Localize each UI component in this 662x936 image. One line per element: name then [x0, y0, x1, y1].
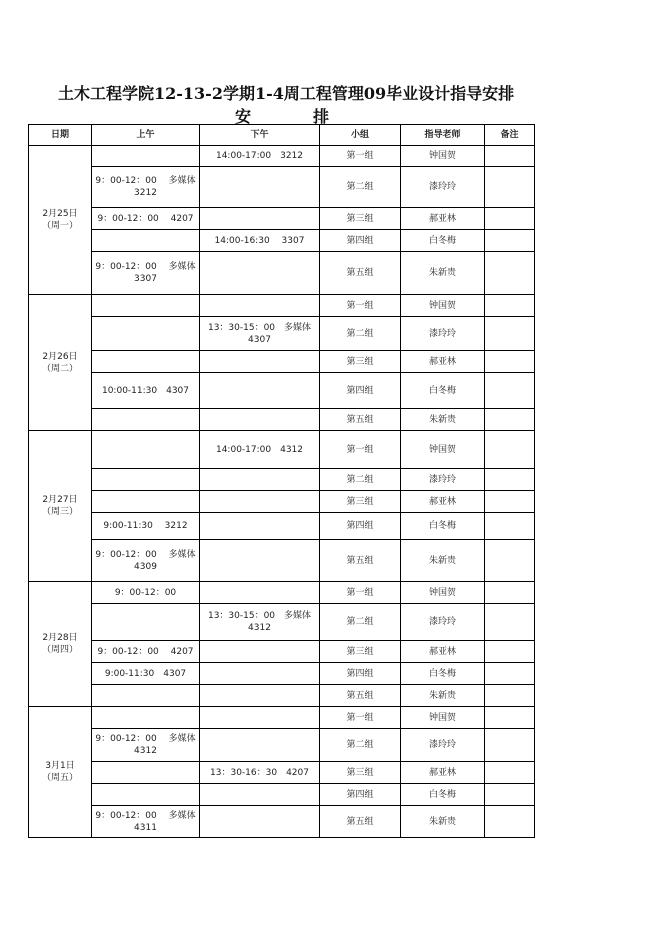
am-cell [92, 762, 200, 784]
am-cell: 9:00-11:30 4307 [92, 663, 200, 685]
group-cell: 第四组 [320, 784, 401, 806]
table-row [29, 641, 535, 663]
group-cell: 第二组 [320, 167, 401, 208]
table-row [29, 208, 535, 230]
table-row [29, 604, 535, 641]
teacher-cell: 朱新贵 [401, 806, 485, 838]
am-cell: 9：00-12：00 多媒体3307 [92, 252, 200, 295]
date-cell [29, 582, 92, 707]
teacher-cell: 郝亚林 [401, 351, 485, 373]
pm-cell [200, 295, 320, 317]
table-row [29, 540, 535, 582]
table-row [29, 167, 535, 208]
group-cell: 第五组 [320, 806, 401, 838]
am-cell [92, 469, 200, 491]
pm-cell [200, 373, 320, 409]
group-cell: 第二组 [320, 729, 401, 762]
table-row [29, 762, 535, 784]
teacher-cell: 朱新贵 [401, 252, 485, 295]
group-cell: 第一组 [320, 582, 401, 604]
table-row [29, 230, 535, 252]
teacher-cell: 钟国贺 [401, 707, 485, 729]
pm-cell [200, 167, 320, 208]
note-cell [485, 685, 535, 707]
am-cell [92, 431, 200, 469]
note-cell [485, 351, 535, 373]
teacher-cell: 朱新贵 [401, 409, 485, 431]
note-cell [485, 146, 535, 167]
pm-cell: 13：30-15：00 多媒体4307 [200, 317, 320, 351]
date-label: 3月1日 [45, 761, 75, 771]
note-cell [485, 409, 535, 431]
group-cell: 第二组 [320, 317, 401, 351]
pm-cell: 14:00-17:00 4312 [200, 431, 320, 469]
pm-cell [200, 641, 320, 663]
note-cell [485, 663, 535, 685]
table-row [29, 685, 535, 707]
group-cell: 第二组 [320, 604, 401, 641]
pm-cell: 14:00-17:00 3212 [200, 146, 320, 167]
group-cell: 第五组 [320, 540, 401, 582]
table-row [29, 252, 535, 295]
pm-cell: 14:00-16:30 3307 [200, 230, 320, 252]
am-cell [92, 685, 200, 707]
am-cell: 9:00-11:30 3212 [92, 513, 200, 540]
pm-cell [200, 540, 320, 582]
teacher-cell: 郝亚林 [401, 641, 485, 663]
am-cell [92, 317, 200, 351]
date-label: 2月28日 [42, 633, 78, 643]
group-cell: 第四组 [320, 373, 401, 409]
am-cell [92, 491, 200, 513]
note-cell [485, 513, 535, 540]
date-label: 2月26日 [42, 351, 78, 362]
header-teacher: 指导老师 [401, 125, 485, 146]
pm-cell: 13：30-15：00 多媒体4312 [200, 604, 320, 641]
header-date: 日期 [29, 125, 92, 146]
date-cell [29, 295, 92, 431]
teacher-cell: 白冬梅 [401, 663, 485, 685]
teacher-cell: 郝亚林 [401, 491, 485, 513]
table-row [29, 806, 535, 838]
teacher-cell: 白冬梅 [401, 373, 485, 409]
pm-cell [200, 252, 320, 295]
teacher-cell: 郝亚林 [401, 762, 485, 784]
note-cell [485, 431, 535, 469]
teacher-cell: 漆玲玲 [401, 317, 485, 351]
title-char-1: 安 [235, 107, 252, 126]
am-cell [92, 707, 200, 729]
am-cell [92, 295, 200, 317]
am-cell [92, 146, 200, 167]
pm-cell [200, 208, 320, 230]
group-cell: 第五组 [320, 409, 401, 431]
table-row [29, 431, 535, 469]
date-cell [29, 146, 92, 295]
teacher-cell: 漆玲玲 [401, 469, 485, 491]
weekday-label: （周二） [41, 363, 78, 374]
weekday-label: （周一） [41, 221, 78, 231]
pm-cell [200, 513, 320, 540]
table-row [29, 409, 535, 431]
table-row [29, 513, 535, 540]
note-cell [485, 784, 535, 806]
table-row [29, 146, 535, 167]
note-cell [485, 604, 535, 641]
header-am: 上午 [92, 125, 200, 146]
pm-cell [200, 351, 320, 373]
group-cell: 第五组 [320, 685, 401, 707]
group-cell: 第三组 [320, 208, 401, 230]
date-cell [29, 707, 92, 838]
teacher-cell: 钟国贺 [401, 582, 485, 604]
teacher-cell: 郝亚林 [401, 208, 485, 230]
table-row [29, 469, 535, 491]
am-cell [92, 351, 200, 373]
teacher-cell: 钟国贺 [401, 146, 485, 167]
pm-cell: 13：30-16：30 4207 [200, 762, 320, 784]
header-pm: 下午 [200, 125, 320, 146]
teacher-cell: 白冬梅 [401, 230, 485, 252]
pm-cell [200, 707, 320, 729]
am-cell: 9：00-12：00 4207 [92, 641, 200, 663]
group-cell: 第三组 [320, 641, 401, 663]
title-char-2: 排 [313, 107, 330, 126]
table-row [29, 582, 535, 604]
weekday-label: （周五） [41, 773, 78, 783]
note-cell [485, 167, 535, 208]
note-cell [485, 469, 535, 491]
group-cell: 第三组 [320, 351, 401, 373]
teacher-cell: 白冬梅 [401, 784, 485, 806]
pm-cell [200, 409, 320, 431]
note-cell [485, 295, 535, 317]
group-cell: 第四组 [320, 513, 401, 540]
table-row [29, 373, 535, 409]
header-row [29, 125, 535, 146]
date-cell [29, 431, 92, 582]
group-cell: 第一组 [320, 295, 401, 317]
group-cell: 第三组 [320, 762, 401, 784]
am-cell: 9：00-12：00 多媒体4311 [92, 806, 200, 838]
teacher-cell: 漆玲玲 [401, 729, 485, 762]
am-cell: 10:00-11:30 4307 [92, 373, 200, 409]
teacher-cell: 钟国贺 [401, 431, 485, 469]
teacher-cell: 钟国贺 [401, 295, 485, 317]
table-row [29, 491, 535, 513]
note-cell [485, 540, 535, 582]
group-cell: 第一组 [320, 431, 401, 469]
schedule-table [28, 124, 535, 838]
group-cell: 第四组 [320, 230, 401, 252]
group-cell: 第四组 [320, 663, 401, 685]
note-cell [485, 729, 535, 762]
note-cell [485, 806, 535, 838]
pm-cell [200, 469, 320, 491]
note-cell [485, 491, 535, 513]
pm-cell [200, 491, 320, 513]
page-title: 土木工程学院12-13-2学期1-4周工程管理09毕业设计指导安排 [58, 84, 515, 103]
note-cell [485, 317, 535, 351]
table-row [29, 707, 535, 729]
schedule-body [29, 146, 535, 838]
am-cell [92, 784, 200, 806]
group-cell: 第三组 [320, 491, 401, 513]
teacher-cell: 漆玲玲 [401, 167, 485, 208]
am-cell: 9：00-12：00 多媒体 4312 [92, 729, 200, 762]
teacher-cell: 白冬梅 [401, 513, 485, 540]
group-cell: 第五组 [320, 252, 401, 295]
weekday-label: （周三） [41, 507, 78, 517]
pm-cell [200, 806, 320, 838]
teacher-cell: 漆玲玲 [401, 604, 485, 641]
header-group: 小组 [320, 125, 401, 146]
note-cell [485, 373, 535, 409]
table-row [29, 784, 535, 806]
pm-cell [200, 582, 320, 604]
group-cell: 第二组 [320, 469, 401, 491]
am-cell [92, 604, 200, 641]
note-cell [485, 230, 535, 252]
table-row [29, 663, 535, 685]
table-row [29, 729, 535, 762]
table-row [29, 317, 535, 351]
group-cell: 第一组 [320, 146, 401, 167]
am-cell: 9：00-12：00 多媒体4309 [92, 540, 200, 582]
pm-cell [200, 663, 320, 685]
note-cell [485, 208, 535, 230]
note-cell [485, 641, 535, 663]
table-row [29, 295, 535, 317]
note-cell [485, 762, 535, 784]
am-cell [92, 409, 200, 431]
am-cell: 9：00-12：00 4207 [92, 208, 200, 230]
pm-cell [200, 729, 320, 762]
teacher-cell: 朱新贵 [401, 540, 485, 582]
note-cell [485, 582, 535, 604]
note-cell [485, 707, 535, 729]
header-note: 备注 [485, 125, 535, 146]
pm-cell [200, 685, 320, 707]
teacher-cell: 朱新贵 [401, 685, 485, 707]
date-label: 2月25日 [42, 209, 78, 219]
date-label: 2月27日 [42, 495, 78, 505]
am-cell [92, 230, 200, 252]
am-cell: 9：00-12：00 多媒体3212 [92, 167, 200, 208]
note-cell [485, 252, 535, 295]
weekday-label: （周四） [41, 645, 78, 655]
am-cell: 9：00-12：00 [92, 582, 200, 604]
group-cell: 第一组 [320, 707, 401, 729]
table-row [29, 351, 535, 373]
pm-cell [200, 784, 320, 806]
